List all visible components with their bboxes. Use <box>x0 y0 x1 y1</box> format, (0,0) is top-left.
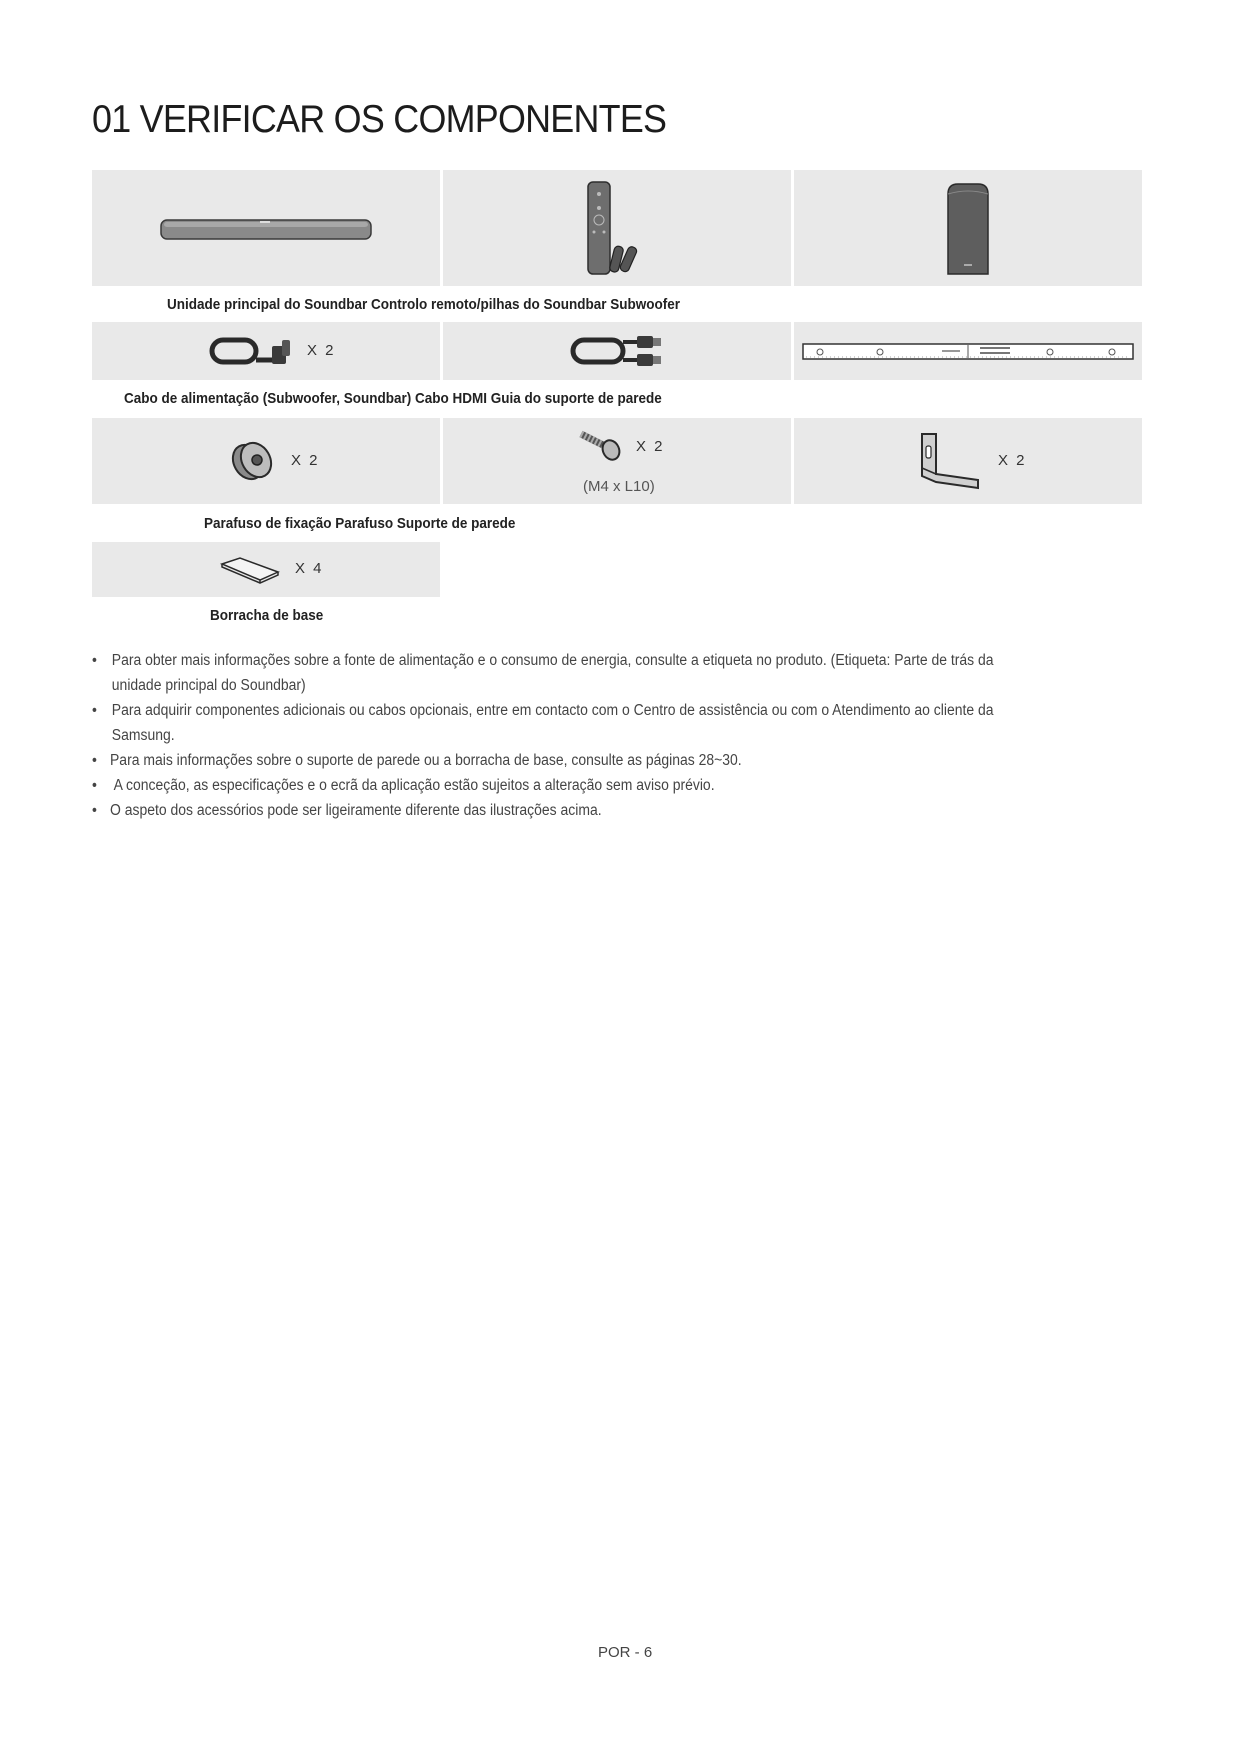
screw-quantity: X 2 <box>636 438 665 455</box>
note-item <box>92 698 1046 748</box>
fixing-screw-quantity: X 2 <box>291 452 320 469</box>
note-item <box>92 798 1046 823</box>
wall-bracket-icon <box>916 430 982 492</box>
power-cable-icon <box>208 334 294 368</box>
row4-caption: Borracha de base <box>210 607 324 624</box>
cell-soundbar <box>92 170 440 286</box>
cell-wall-guide <box>794 322 1142 380</box>
note-text: Para adquirir componentes adicionais ou cabos opcionais, entre em contacto com o Centro de assistência ou com o Atendimento ao cliente da Samsung. <box>111 702 994 744</box>
rubber-foot-quantity: X 4 <box>295 560 324 577</box>
row1-caption: Unidade principal do Soundbar Controlo remoto/pilhas do Soundbar Subwoofer <box>167 296 680 313</box>
note-text: Para mais informações sobre o suporte de parede ou a borracha de base, consulte as páginas 28~30. <box>110 752 742 769</box>
note-item <box>92 773 1046 798</box>
note-item <box>92 748 1046 773</box>
note-item <box>92 648 1046 698</box>
soundbar-illustration <box>160 218 372 242</box>
cell-screw <box>443 418 791 504</box>
page-title: 01 VERIFICAR OS COMPONENTES <box>92 98 667 141</box>
cell-rubber-foot <box>92 542 440 597</box>
cell-fixing-screw <box>92 418 440 504</box>
cell-wall-bracket <box>794 418 1142 504</box>
bullet-icon: • <box>92 777 97 794</box>
remote-control-illustration <box>585 180 645 276</box>
note-text: Para obter mais informações sobre a fonte de alimentação e o consumo de energia, consulte a etiqueta no produto. (Etiqueta: Parte de trás da unidade principal do Soundbar) <box>111 652 994 694</box>
screw-size-label: (M4 x L10) <box>583 478 655 495</box>
wall-mount-guide-icon <box>802 342 1134 362</box>
subwoofer-illustration <box>944 180 992 276</box>
cell-power-cable <box>92 322 440 380</box>
bullet-icon: • <box>92 752 97 769</box>
cell-remote <box>443 170 791 286</box>
bullet-icon: • <box>92 802 97 819</box>
notes-list <box>92 648 1046 823</box>
bullet-icon: • <box>92 652 97 669</box>
cell-hdmi-cable <box>443 322 791 380</box>
row3-caption: Parafuso de fixação Parafuso Suporte de parede <box>204 515 516 532</box>
note-text: A conceção, as especificações e o ecrã da aplicação estão sujeitos a alteração sem aviso prévio. <box>113 777 715 794</box>
fixing-screw-icon <box>226 436 276 486</box>
power-cable-quantity: X 2 <box>307 342 336 359</box>
bullet-icon: • <box>92 702 97 719</box>
page-number: POR - 6 <box>598 1644 653 1661</box>
cell-subwoofer <box>794 170 1142 286</box>
screw-icon <box>577 428 625 462</box>
hdmi-cable-icon <box>569 332 665 370</box>
wall-bracket-quantity: X 2 <box>998 452 1027 469</box>
row2-caption: Cabo de alimentação (Subwoofer, Soundbar) Cabo HDMI Guia do suporte de parede <box>124 390 662 407</box>
rubber-foot-icon <box>220 556 280 584</box>
note-text: O aspeto dos acessórios pode ser ligeiramente diferente das ilustrações acima. <box>110 802 602 819</box>
